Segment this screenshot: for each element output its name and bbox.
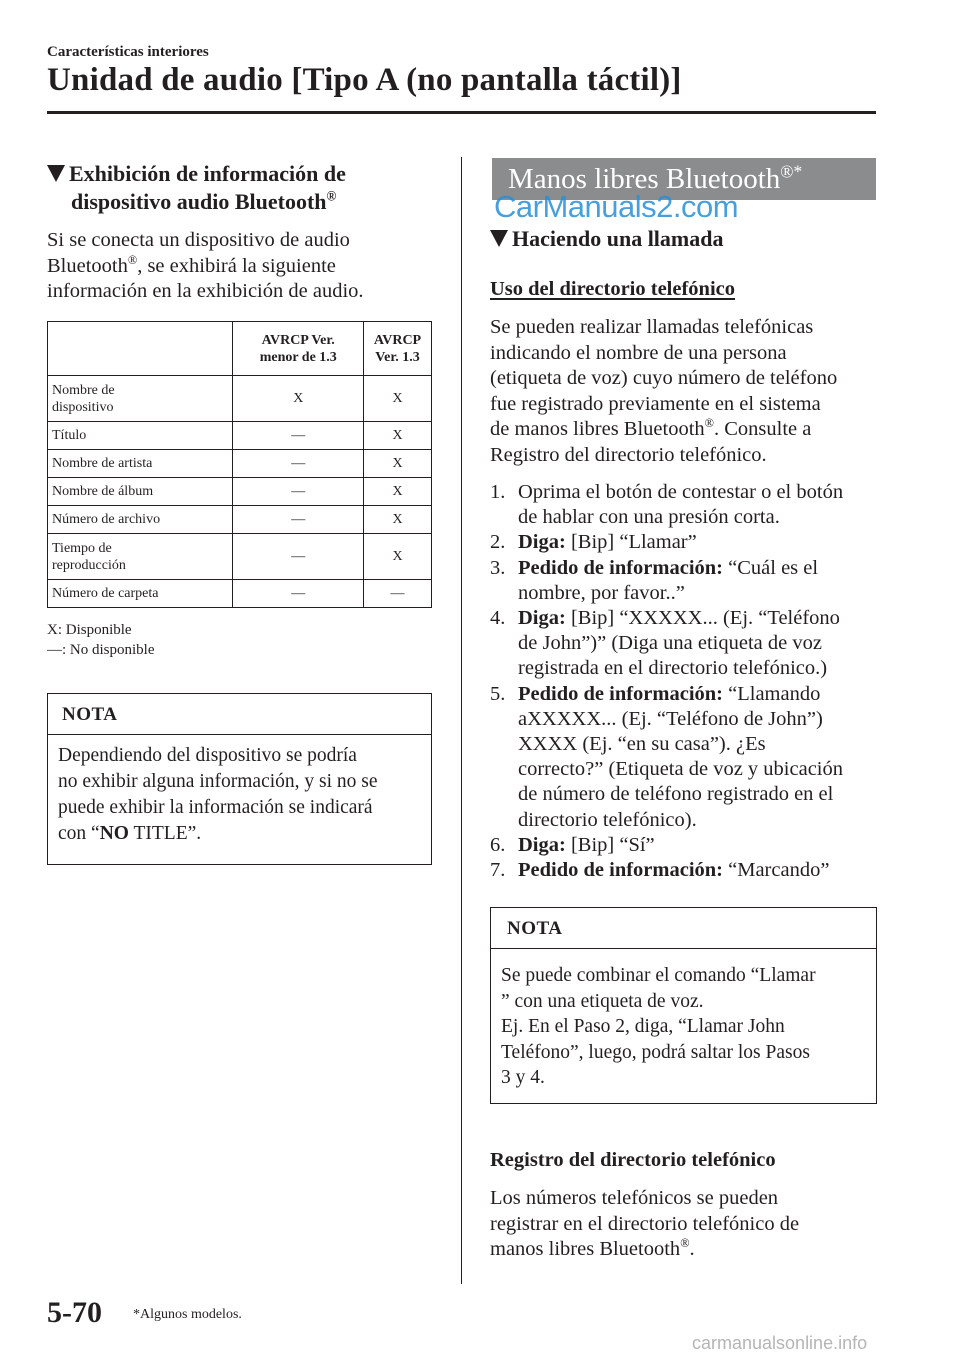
list-item: 3. Pedido de información: “Cuál es el nombre, por favor..”	[490, 556, 819, 604]
cell-value: X	[364, 422, 432, 450]
row-label: Tiempo de reproducción	[48, 534, 233, 580]
intro-paragraph: Si se conecta un dispositivo de audio Bluetooth®, se exhibirá la siguiente información en la exhibición de audio.	[47, 229, 364, 302]
note-title: NOTA	[48, 694, 431, 735]
row-label: Nombre de artista	[48, 450, 233, 478]
steps-list	[490, 480, 880, 883]
row-label: Número de archivo	[48, 506, 233, 534]
table-row	[48, 580, 432, 608]
row-label: Número de carpeta	[48, 580, 233, 608]
section-heading-call: Haciendo una llamada	[490, 225, 723, 253]
cell-value: —	[233, 580, 364, 608]
registry-heading: Registro del directorio telefónico	[490, 1149, 776, 1171]
cell-value: —	[364, 580, 432, 608]
table-row	[48, 450, 432, 478]
cell-value: X	[364, 534, 432, 580]
cell-value: X	[364, 478, 432, 506]
cell-value: —	[233, 478, 364, 506]
cell-value: X	[364, 450, 432, 478]
column-divider	[461, 157, 462, 1284]
list-item: 7. Pedido de información: “Marcando”	[490, 859, 830, 882]
watermark-text: CarManuals2.com	[494, 189, 739, 224]
note-body: Se puede combinar el comando “Llamar ” con una etiqueta de voz. Ej. En el Paso 2, diga, “Llamar John Teléfono”, luego, podrá saltar los Pasos 3 y 4.	[501, 965, 816, 1088]
cell-value: —	[233, 450, 364, 478]
registry-paragraph: Los números telefónicos se pueden registrar en el directorio telefónico de manos libres Bluetooth®.	[490, 1187, 800, 1260]
cell-value: —	[233, 422, 364, 450]
note-body: Dependiendo del dispositivo se podría no exhibir alguna información, y si no se puede exhibir la información se indicará con “NO TITLE”.	[58, 745, 378, 844]
table-legend: X: Disponible —: No disponible	[47, 622, 155, 658]
section-heading-bluetooth-info: Exhibición de información de dispositivo audio Bluetooth®	[47, 160, 447, 216]
cell-value: —	[233, 534, 364, 580]
list-item: 4. Diga: [Bip] “XXXXX... (Ej. “Teléfono de John”)” (Diga una etiqueta de voz registrada en el directorio telefónico.)	[490, 607, 840, 680]
list-item: 1. Oprima el botón de contestar o el botón de hablar con una presión corta.	[490, 481, 844, 529]
page-number: 5-70	[47, 1296, 102, 1329]
cell-value: —	[233, 506, 364, 534]
column-header-avrcp-13: AVRCP Ver. 1.3	[364, 322, 432, 376]
site-watermark: carmanualsonline.info	[692, 1333, 868, 1353]
table-header-row	[48, 322, 432, 376]
row-label: Título	[48, 422, 233, 450]
table-row	[48, 422, 432, 450]
row-label: Nombre de dispositivo	[48, 376, 233, 422]
table-row	[48, 376, 432, 422]
table-row	[48, 534, 432, 580]
list-item: 2. Diga: [Bip] “Llamar”	[490, 531, 697, 554]
triangle-marker-icon	[47, 165, 65, 182]
note-box-left	[47, 693, 432, 865]
subheading-directory: Uso del directorio telefónico	[490, 278, 735, 300]
list-item: 6. Diga: [Bip] “Sí”	[490, 833, 655, 856]
table-row	[48, 478, 432, 506]
section-banner: Manos libres Bluetooth®*	[492, 158, 876, 200]
triangle-marker-icon	[490, 230, 508, 247]
column-header-avrcp-old: AVRCP Ver. menor de 1.3	[233, 322, 364, 376]
table-row	[48, 506, 432, 534]
cell-value: X	[364, 506, 432, 534]
page-title: Unidad de audio [Tipo A (no pantalla táctil)]	[47, 62, 682, 98]
footnote: *Algunos modelos.	[133, 1307, 242, 1322]
row-label: Nombre de álbum	[48, 478, 233, 506]
directory-paragraph: Se pueden realizar llamadas telefónicas indicando el nombre de una persona (etiqueta de voz) cuyo número de teléfono fue registrado previamente en el sistema de manos libres Bluetooth®. Consulte a Registro del directorio telefónico.	[490, 316, 838, 466]
cell-value: X	[233, 376, 364, 422]
header-rule	[47, 111, 876, 114]
list-item: 5. Pedido de información: “Llamando aXXXXX... (Ej. “Teléfono de John”) XXXX (Ej. “en su casa”). ¿Es correcto?” (Etiqueta de voz y ubicación de número de teléfono registrado en el directorio telefónico).	[490, 682, 843, 831]
cell-value: X	[364, 376, 432, 422]
note-title: NOTA	[491, 908, 876, 949]
info-table	[47, 321, 432, 608]
note-box-right	[490, 907, 877, 1104]
section-label: Características interiores	[47, 44, 209, 60]
